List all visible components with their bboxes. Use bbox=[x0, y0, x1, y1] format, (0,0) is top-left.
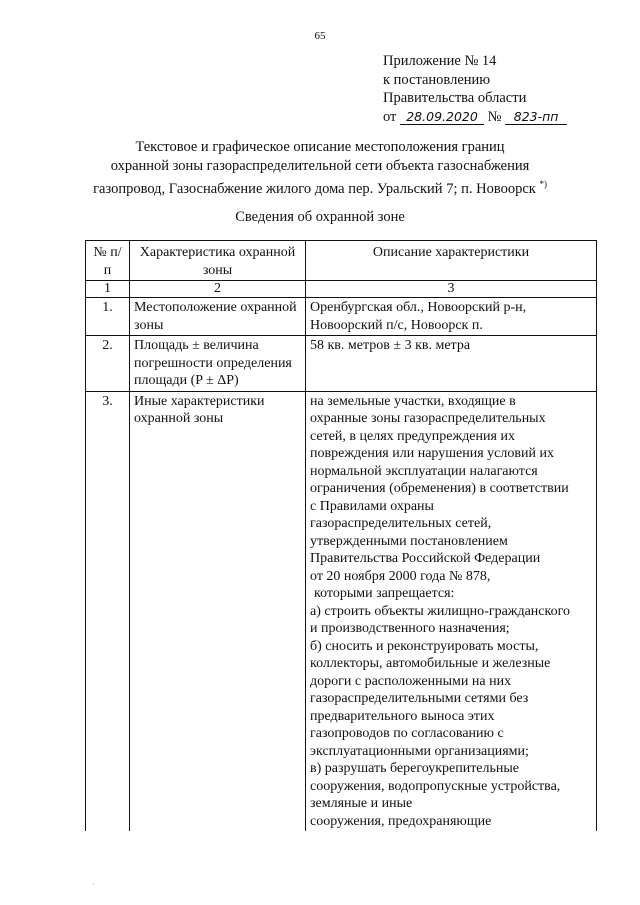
description-line: а) строить объекты жилищно-гражданского bbox=[310, 603, 570, 619]
appendix-authority: Правительства области bbox=[383, 90, 527, 106]
row-description bbox=[306, 336, 597, 392]
row-characteristic: Площадь ± величина погрешности определения площади (P ± ΔP) bbox=[130, 336, 306, 392]
header-description: Описание характеристики bbox=[306, 241, 597, 281]
index-cell: 3 bbox=[306, 281, 597, 298]
description-line: и производственного назначения; bbox=[310, 621, 510, 636]
description-line: дороги с расположенными на них bbox=[310, 673, 512, 689]
description-line: повреждения или нарушения условий их bbox=[310, 446, 554, 461]
table-index-row bbox=[86, 281, 597, 298]
description-line: земляные и иные bbox=[310, 796, 413, 811]
table-row bbox=[86, 391, 597, 831]
zone-info-table bbox=[85, 240, 597, 831]
description-line: Новоорский п/с, Новоорск п. bbox=[310, 317, 483, 333]
section-subtitle: Сведения об охранной зоне bbox=[235, 209, 405, 225]
description-line: в) разрушать берегоукрепительные bbox=[310, 761, 520, 776]
table-row bbox=[86, 336, 597, 392]
description-line: нормальной эксплуатации налагаются bbox=[310, 463, 538, 479]
appendix-block bbox=[383, 52, 567, 126]
table-header-row bbox=[86, 241, 597, 281]
description-line: газопроводов по согласованию с bbox=[310, 726, 504, 741]
appendix-date-line bbox=[383, 108, 567, 127]
document-title bbox=[90, 138, 550, 198]
description-line: которыми запрещается: bbox=[314, 586, 455, 601]
title-line-2: охранной зоны газораспределительной сети объекта газоснабжения bbox=[110, 157, 530, 174]
description-line: ограничения (обременения) в соответствии bbox=[310, 481, 569, 496]
row-description bbox=[306, 391, 597, 831]
scan-mark: · bbox=[92, 880, 95, 889]
row-number: 3. bbox=[86, 391, 130, 831]
appendix-ref: к постановлению bbox=[383, 71, 491, 88]
description-line: коллекторы, автомобильные и железные bbox=[310, 656, 551, 671]
handwritten-date: 28.09.2020 bbox=[400, 110, 484, 125]
row-number: 1. bbox=[86, 298, 130, 336]
description-line: охранные зоны газораспределительных bbox=[310, 411, 546, 426]
row-number: 2. bbox=[86, 336, 130, 392]
description-line: на земельные участки, входящие в bbox=[310, 393, 516, 409]
description-line: сооружения, предохраняющие bbox=[310, 813, 492, 829]
row-characteristic: Иные характеристики охранной зоны bbox=[130, 391, 306, 831]
title-line-1: Текстовое и графическое описание местоположения границ bbox=[135, 139, 505, 155]
table-row bbox=[86, 298, 597, 336]
description-line: утвержденными постановлением bbox=[310, 533, 508, 549]
description-line: Оренбургская обл., Новоорский р-н, bbox=[310, 300, 527, 315]
description-line: с Правилами охраны bbox=[310, 498, 434, 514]
footnote-mark: *) bbox=[539, 179, 547, 189]
description-line: предварительного выноса этих bbox=[310, 708, 495, 724]
number-label: № bbox=[487, 108, 502, 125]
description-line: 58 кв. метров ± 3 кв. метра bbox=[310, 338, 471, 353]
title-line-3 bbox=[90, 175, 550, 198]
header-characteristic: Характеристика охранной зоны bbox=[130, 241, 306, 281]
header-num: № п/п bbox=[86, 241, 130, 281]
description-line: газораспределительных сетей, bbox=[310, 516, 492, 531]
row-description bbox=[306, 298, 597, 336]
title-line-3-text: газопровод, Газоснабжение жилого дома пер. Уральский 7; п. Новоорск bbox=[93, 180, 536, 197]
description-line: б) сносить и реконструировать мосты, bbox=[310, 638, 539, 654]
index-cell: 1 bbox=[86, 281, 130, 298]
from-label: от bbox=[383, 108, 397, 125]
description-line: Правительства Российской Федерации bbox=[310, 551, 541, 566]
description-line: от 20 ноября 2000 года № 878, bbox=[310, 568, 491, 584]
handwritten-number: 823-пп bbox=[505, 110, 567, 125]
description-line: газораспределительными сетями без bbox=[310, 691, 529, 706]
description-line: сетей, в целях предупреждения их bbox=[310, 428, 515, 444]
appendix-title: Приложение № 14 bbox=[383, 53, 497, 69]
row-characteristic: Местоположение охранной зоны bbox=[130, 298, 306, 336]
index-cell: 2 bbox=[130, 281, 306, 298]
page-number: 65 bbox=[314, 30, 326, 42]
description-line: эксплуатационными организациями; bbox=[310, 743, 529, 759]
description-line: сооружения, водопропускные устройства, bbox=[310, 778, 561, 794]
